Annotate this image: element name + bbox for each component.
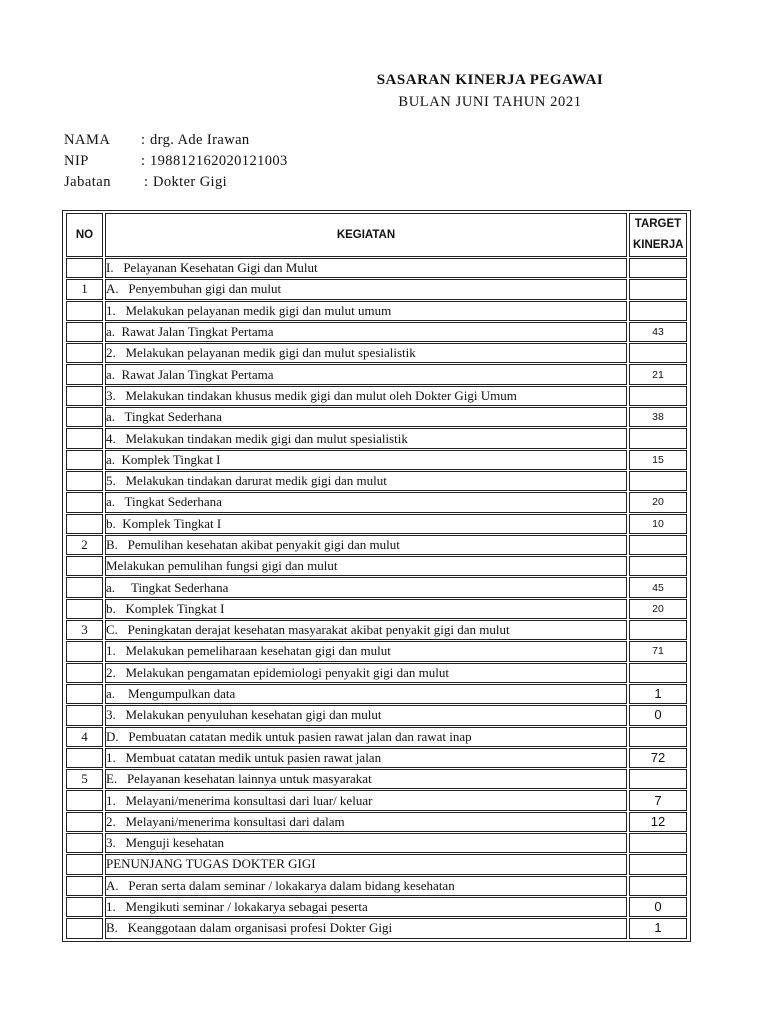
table-row [66,727,687,747]
row-kegiatan: A. Peran serta dalam seminar / lokakarya dalam bidang kesehatan [105,876,627,896]
row-target-kinerja: 38 [629,407,687,427]
header-target-line2: KINERJA [633,239,684,251]
row-target-kinerja [629,769,687,789]
table-row [66,812,687,832]
row-no: 5 [66,769,103,789]
row-no [66,322,103,342]
table-row [66,854,687,874]
table-row [66,301,687,321]
table-row [66,748,687,768]
row-kegiatan: 5. Melakukan tindakan darurat medik gigi dan mulut [105,471,627,491]
row-target-kinerja [629,279,687,299]
table-row [66,386,687,406]
row-target-kinerja: 45 [629,577,687,597]
row-no [66,833,103,853]
row-kegiatan: 1. Melakukan pelayanan medik gigi dan mulut umum [105,301,627,321]
row-kegiatan: A. Penyembuhan gigi dan mulut [105,279,627,299]
table-row [66,471,687,491]
row-no [66,364,103,384]
row-no [66,386,103,406]
row-target-kinerja: 1 [629,918,687,938]
nip-label: NIP [64,153,89,169]
table-row [66,663,687,683]
table-row [66,364,687,384]
table-row [66,790,687,810]
row-no [66,556,103,576]
nama-row [64,130,464,151]
row-kegiatan: E. Pelayanan kesehatan lainnya untuk masyarakat [105,769,627,789]
row-kegiatan: 1. Melakukan pemeliharaan kesehatan gigi dan mulut [105,641,627,661]
row-kegiatan: 2. Melayani/menerima konsultasi dari dalam [105,812,627,832]
jabatan-row [64,172,464,193]
row-no [66,918,103,938]
row-kegiatan: a. Rawat Jalan Tingkat Pertama [105,322,627,342]
row-kegiatan: a. Tingkat Sederhana [105,577,627,597]
table-body [66,258,687,939]
nama-value: drg. Ade Irawan [150,132,250,148]
row-kegiatan: 3. Melakukan tindakan khusus medik gigi dan mulut oleh Dokter Gigi Umum [105,386,627,406]
row-no [66,876,103,896]
row-no [66,407,103,427]
row-kegiatan: 1. Membuat catatan medik untuk pasien rawat jalan [105,748,627,768]
row-target-kinerja [629,663,687,683]
row-kegiatan: C. Peningkatan derajat kesehatan masyarakat akibat penyakit gigi dan mulut [105,620,627,640]
row-no [66,599,103,619]
table-row [66,641,687,661]
row-no [66,748,103,768]
table-row [66,705,687,725]
header-no: NO [66,213,103,257]
row-target-kinerja [629,620,687,640]
row-no [66,258,103,278]
table-row [66,577,687,597]
table-row [66,620,687,640]
row-target-kinerja: 15 [629,450,687,470]
row-target-kinerja [629,556,687,576]
row-no [66,790,103,810]
table-row [66,556,687,576]
table-row [66,428,687,448]
table-row [66,918,687,938]
row-kegiatan: B. Pemulihan kesehatan akibat penyakit gigi dan mulut [105,535,627,555]
table-row [66,769,687,789]
row-no [66,428,103,448]
row-no [66,492,103,512]
row-target-kinerja [629,535,687,555]
row-no [66,343,103,363]
row-target-kinerja [629,258,687,278]
row-no [66,471,103,491]
row-kegiatan: PENUNJANG TUGAS DOKTER GIGI [105,854,627,874]
employee-info [64,130,464,193]
row-kegiatan: a. Komplek Tingkat I [105,450,627,470]
row-kegiatan: b. Komplek Tingkat I [105,599,627,619]
row-no: 4 [66,727,103,747]
row-target-kinerja: 12 [629,812,687,832]
row-kegiatan: a. Rawat Jalan Tingkat Pertama [105,364,627,384]
table-row [66,343,687,363]
colon: : [141,132,146,148]
row-target-kinerja [629,876,687,896]
row-target-kinerja: 1 [629,684,687,704]
row-kegiatan: 1. Melayani/menerima konsultasi dari luar/ keluar [105,790,627,810]
table-row [66,279,687,299]
row-target-kinerja: 7 [629,790,687,810]
jabatan-value: Dokter Gigi [153,174,228,190]
table-row [66,258,687,278]
kinerja-table [64,212,689,940]
row-no [66,577,103,597]
row-kegiatan: 2. Melakukan pengamatan epidemiologi penyakit gigi dan mulut [105,663,627,683]
row-target-kinerja [629,428,687,448]
row-no [66,450,103,470]
row-kegiatan: a. Tingkat Sederhana [105,407,627,427]
title-block [300,70,680,112]
row-kegiatan: D. Pembuatan catatan medik untuk pasien rawat jalan dan rawat inap [105,727,627,747]
row-kegiatan: 2. Melakukan pelayanan medik gigi dan mulut spesialistik [105,343,627,363]
row-target-kinerja: 20 [629,599,687,619]
table-row [66,492,687,512]
document-title: SASARAN KINERJA PEGAWAI [376,72,604,88]
row-kegiatan: 4. Melakukan tindakan medik gigi dan mulut spesialistik [105,428,627,448]
colon: : [141,153,146,169]
document-subtitle: BULAN JUNI TAHUN 2021 [398,94,582,110]
row-kegiatan: Melakukan pemulihan fungsi gigi dan mulut [105,556,627,576]
table-row [66,897,687,917]
jabatan-label: Jabatan [64,174,111,190]
row-target-kinerja: 21 [629,364,687,384]
row-no [66,897,103,917]
table-row [66,514,687,534]
table-row [66,876,687,896]
colon: : [144,174,149,190]
row-target-kinerja: 0 [629,705,687,725]
row-target-kinerja [629,386,687,406]
nip-row [64,151,464,172]
row-no [66,705,103,725]
row-target-kinerja: 71 [629,641,687,661]
table-row [66,322,687,342]
row-no [66,514,103,534]
row-target-kinerja: 0 [629,897,687,917]
table-header-row [66,213,687,257]
row-kegiatan: a. Mengumpulkan data [105,684,627,704]
row-target-kinerja [629,854,687,874]
row-kegiatan: I. Pelayanan Kesehatan Gigi dan Mulut [105,258,627,278]
row-no [66,854,103,874]
nip-value: 198812162020121003 [150,153,288,169]
row-kegiatan: B. Keanggotaan dalam organisasi profesi Dokter Gigi [105,918,627,938]
table-row [66,407,687,427]
row-target-kinerja [629,833,687,853]
table-row [66,535,687,555]
row-no: 3 [66,620,103,640]
header-kegiatan: KEGIATAN [105,213,627,257]
row-no [66,663,103,683]
row-kegiatan: 1. Mengikuti seminar / lokakarya sebagai peserta [105,897,627,917]
row-kegiatan: 3. Melakukan penyuluhan kesehatan gigi dan mulut [105,705,627,725]
table-row [66,833,687,853]
row-no: 1 [66,279,103,299]
kinerja-table-frame [62,210,691,942]
table-row [66,684,687,704]
row-no [66,684,103,704]
row-target-kinerja [629,301,687,321]
row-target-kinerja [629,727,687,747]
nama-label: NAMA [64,132,111,148]
row-no [66,641,103,661]
row-kegiatan: a. Tingkat Sederhana [105,492,627,512]
row-target-kinerja: 10 [629,514,687,534]
table-row [66,450,687,470]
row-target-kinerja [629,343,687,363]
table-row [66,599,687,619]
row-kegiatan: 3. Menguji kesehatan [105,833,627,853]
row-target-kinerja: 20 [629,492,687,512]
row-no [66,812,103,832]
row-target-kinerja [629,471,687,491]
row-kegiatan: b. Komplek Tingkat I [105,514,627,534]
header-target-kinerja [629,213,687,257]
header-target-line1: TARGET [634,218,682,230]
row-no: 2 [66,535,103,555]
row-no [66,301,103,321]
row-target-kinerja: 43 [629,322,687,342]
row-target-kinerja: 72 [629,748,687,768]
